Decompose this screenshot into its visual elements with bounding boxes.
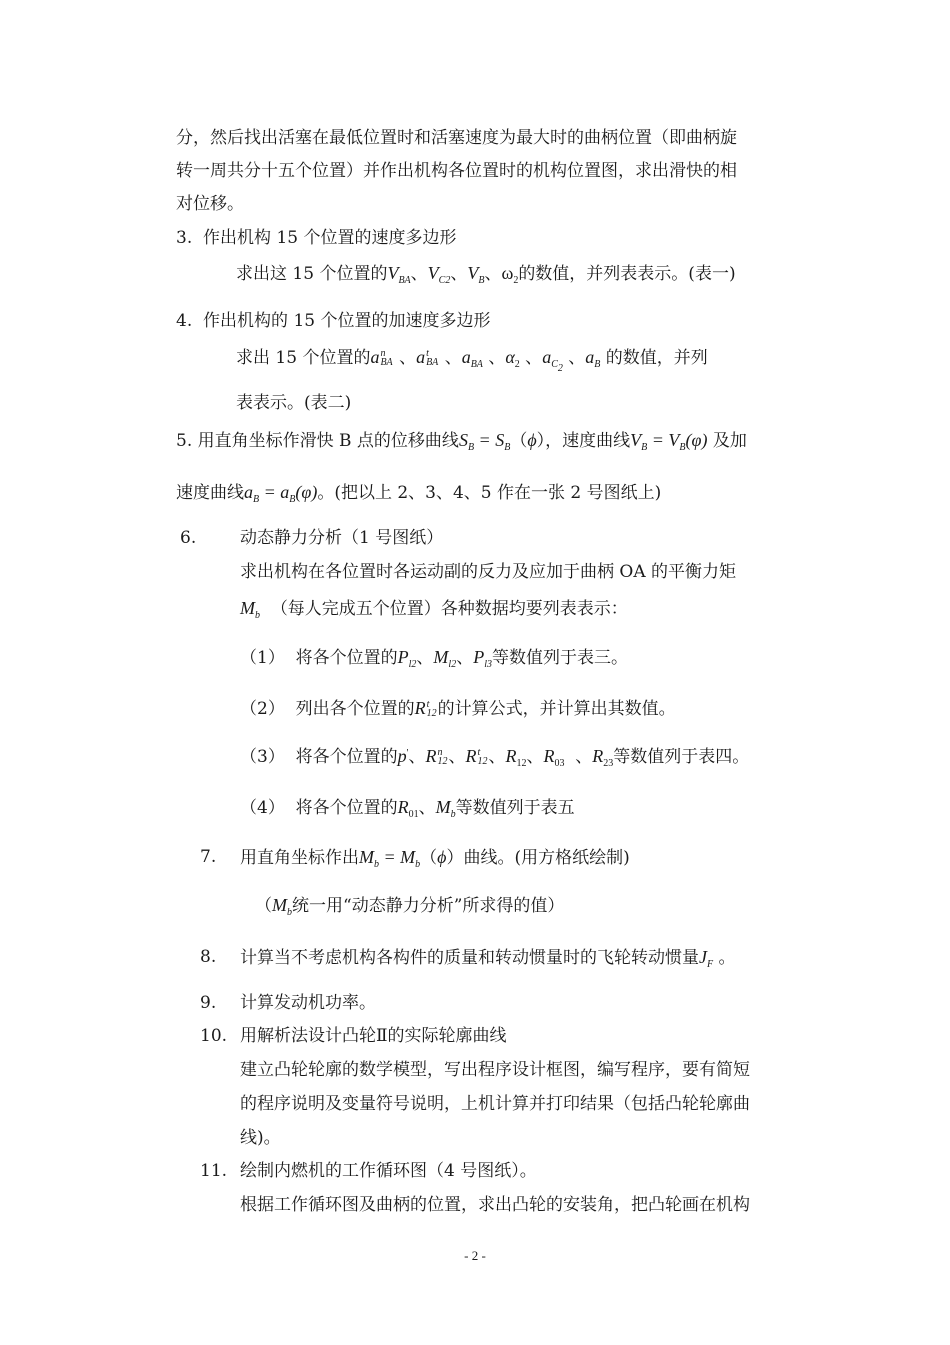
formula: R t 12 xyxy=(414,698,437,720)
item-9-number: 9. xyxy=(200,993,217,1013)
item-11-detail: 根据工作循环图及曲柄的位置，求出凸轮的安装角，把凸轮画在机构 xyxy=(240,1195,750,1215)
item-4-detail: 求出 15 个位置的a n BA 、a t BA 、$a_{BA}$ 、$\alpha_2$ 、$a_{C_2}$ 、$a_B$ 的数值，并列 xyxy=(236,347,708,374)
formula: $M_b$ xyxy=(240,598,260,621)
item-6-sub-2: （2） 列出各个位置的R t 12 的计算公式，并计算出其数值。 xyxy=(240,698,676,720)
formula: $V_B = V_B(\varphi)$ xyxy=(630,430,708,453)
item-number: 3. xyxy=(176,228,193,248)
formula: $P_{l2}$ xyxy=(397,647,417,670)
item-number: 4. xyxy=(176,311,193,331)
formula: $M_b = M_b$ xyxy=(359,847,421,870)
item-10-title: 用解析法设计凸轮Ⅱ的实际轮廓曲线 xyxy=(240,1026,507,1046)
item-3-detail: 求出这 15 个位置的$V_{BA}$、$V_{C2}$、$V_B$、$\omega_2$的数值，并列表表示。(表一) xyxy=(236,263,736,286)
formula: $a_{C_2}$ xyxy=(542,347,563,374)
formula: $R_{23}$ xyxy=(592,746,614,769)
formula: $\alpha_2$ xyxy=(505,347,520,370)
formula: $\omega_2$ xyxy=(501,263,519,286)
formula: $P_{l3}$ xyxy=(473,647,492,670)
item-6-sub-3: （3） 将各个位置的p'、R n 12 、R t 12 、$R_{12}$、$R_{03}$ 、$R_{23}$等数值列于表四。 xyxy=(240,746,750,769)
item-6-sub-4: （4） 将各个位置的$R_{01}$、$M_b$等数值列于表五 xyxy=(240,797,575,820)
formula: R t 12 xyxy=(465,746,488,768)
item-6-title: 动态静力分析（1 号图纸） xyxy=(240,528,444,548)
item-7-line-1: 用直角坐标作出$M_b = M_b(\phi)$曲线。(用方格纸绘制) xyxy=(240,847,630,870)
item-6-detail: 求出机构在各位置时各运动副的反力及应加于曲柄 OA 的平衡力矩 xyxy=(240,562,737,582)
paragraph-line: 转一周共分十五个位置）并作出机构各位置时的机构位置图，求出滑快的相 xyxy=(176,161,737,181)
formula: $a_{BA}$ xyxy=(461,347,483,370)
formula: $M_b$ xyxy=(435,797,456,820)
formula: a t BA xyxy=(416,347,439,369)
formula: ϕ xyxy=(437,847,447,867)
item-4-heading xyxy=(176,309,491,333)
formula: $J_F$ xyxy=(699,947,714,970)
formula: ϕ xyxy=(527,430,537,450)
item-8-text: 计算当不考虑机构各构件的质量和转动惯量时的飞轮转动惯量$J_F$ 。 xyxy=(240,947,736,970)
item-7-line-2: （$M_b$统一用“动态静力分析”所求得的值） xyxy=(255,895,565,918)
formula: $R_{03}$ xyxy=(543,746,565,769)
item-6-sub-1: （1） 将各个位置的$P_{l2}$、$M_{l2}$、$P_{l3}$等数值列于表三。 xyxy=(240,647,628,670)
item-5-line-1: 5. 用直角坐标作滑快 B 点的位移曲线$S_B = S_B(\phi)$，速度曲线$V_B = V_B(\varphi)$ 及加 xyxy=(176,430,747,453)
formula: $S_B = S_B$ xyxy=(458,430,511,453)
formula: $V_{BA}$ xyxy=(387,263,411,286)
paragraph-line: 对位移。 xyxy=(176,194,244,214)
item-10-detail: 建立凸轮轮廓的数学模型，写出程序设计框图，编写程序，要有简短 xyxy=(240,1060,750,1080)
item-6-number: 6. xyxy=(180,528,197,548)
item-5-line-2: 速度曲线$a_B = a_B(\varphi)$。(把以上 2、3、4、5 作在一张 2 号图纸上) xyxy=(176,482,662,505)
formula: $V_{C2}$ xyxy=(427,263,451,286)
formula: p' xyxy=(397,746,409,766)
item-6-detail-cont: $M_b$ （每人完成五个位置）各种数据均要列表表示： xyxy=(240,598,628,621)
formula: $M_{l2}$ xyxy=(433,647,457,670)
formula: R n 12 xyxy=(425,746,448,768)
item-11-title: 绘制内燃机的工作循环图（4 号图纸）。 xyxy=(240,1161,537,1181)
item-10-number: 10. xyxy=(200,1026,228,1046)
formula: $V_B$ xyxy=(467,263,485,286)
item-3-heading xyxy=(176,226,457,250)
item-11-number: 11. xyxy=(200,1161,228,1181)
formula: $R_{12}$ xyxy=(505,746,527,769)
item-title: 作出机构的 15 个位置的加速度多边形 xyxy=(203,311,491,331)
formula: $a_B$ xyxy=(585,347,601,370)
item-8-number: 8. xyxy=(200,947,217,967)
paragraph-line: 分，然后找出活塞在最低位置时和活塞速度为最大时的曲柄位置（即曲柄旋 xyxy=(176,128,737,148)
item-7-number: 7. xyxy=(200,847,217,867)
item-4-detail-cont: 表表示。(表二) xyxy=(236,393,352,413)
item-10-detail: 线)。 xyxy=(240,1128,281,1148)
item-title: 作出机构 15 个位置的速度多边形 xyxy=(203,228,457,248)
page-number: - 2 - xyxy=(464,1248,486,1263)
item-10-detail: 的程序说明及变量符号说明，上机计算并打印结果（包括凸轮轮廓曲 xyxy=(240,1094,750,1114)
formula: $M_b$ xyxy=(272,895,292,918)
formula: $R_{01}$ xyxy=(397,797,419,820)
formula: a n BA xyxy=(370,347,393,369)
formula: $a_B = a_B(\varphi)$ xyxy=(244,482,318,505)
item-9-text: 计算发动机功率。 xyxy=(240,993,376,1013)
